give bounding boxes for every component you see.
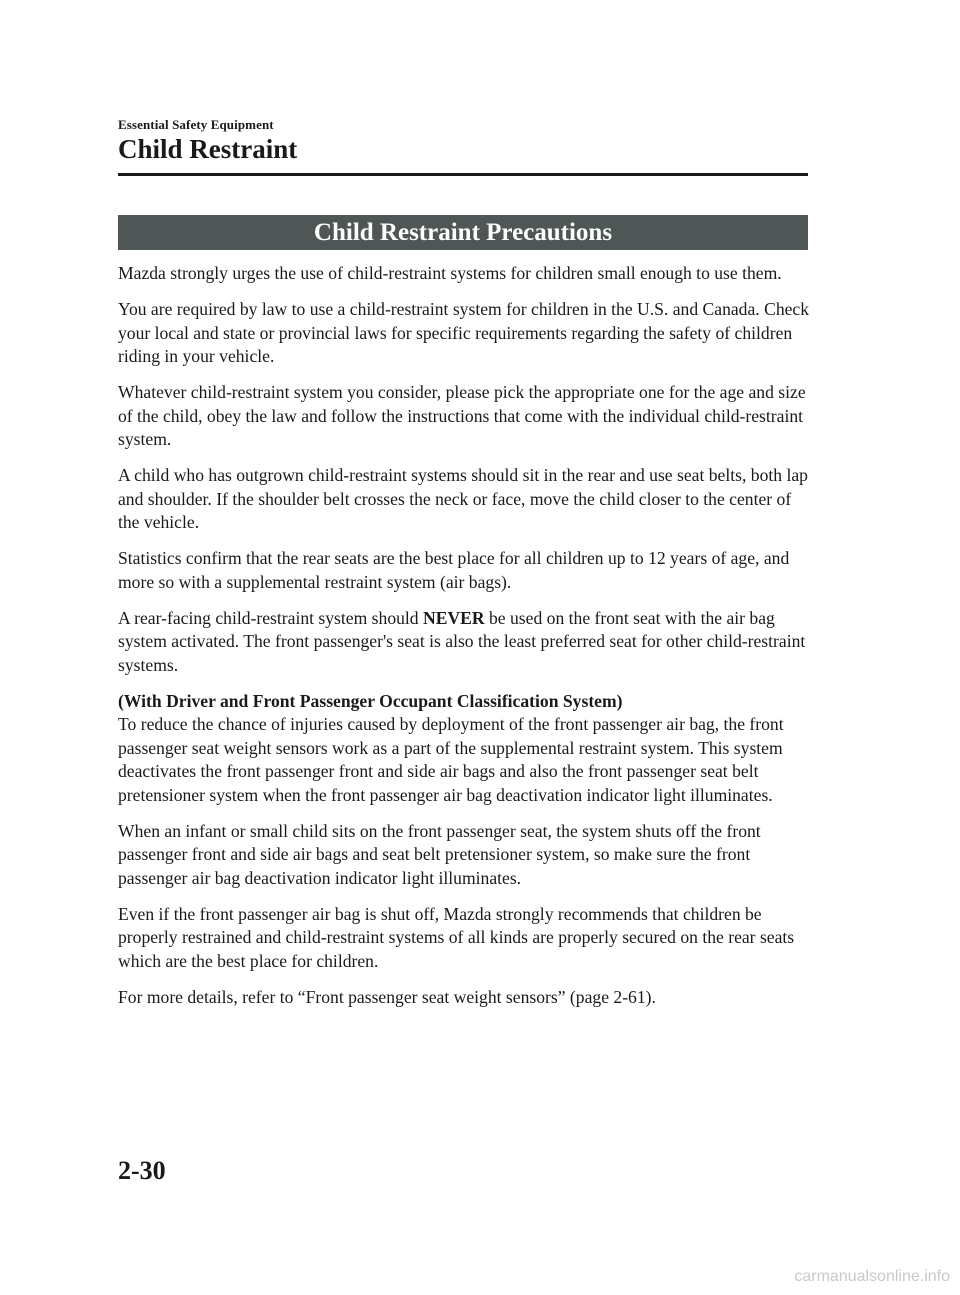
header-rule bbox=[118, 173, 808, 176]
page-number: 2-30 bbox=[118, 1156, 166, 1185]
paragraph-9: Even if the front passenger air bag is shut off, Mazda strongly recommends that children be properly restrained and child-restraint systems of all kinds are properly secured on the rear seats which are the best place for children. bbox=[118, 903, 795, 971]
paragraph-5: Statistics confirm that the rear seats are the best place for all children up to 12 years of age, and more so with a supplemental restraint system (air bags). bbox=[118, 548, 790, 592]
paragraph-7-body: To reduce the chance of injuries caused by deployment of the front passenger air bag, the front passenger seat weight sensors work as a part of the supplemental restraint system. This system deactivates the front passenger front and side air bags and also the front passenger seat belt pretensioner system when the front passenger air bag deactivation indicator light illuminates. bbox=[118, 714, 784, 805]
paragraph-6-lead: A rear-facing child-restraint system should bbox=[118, 607, 424, 628]
watermark: carmanualsonline.info bbox=[794, 1268, 950, 1285]
paragraph-1: Mazda strongly urges the use of child-restraint systems for children small enough to use them. bbox=[118, 263, 782, 283]
content-body bbox=[118, 262, 814, 1022]
section-label: Essential Safety Equipment bbox=[118, 117, 274, 132]
paragraph-8: When an infant or small child sits on the front passenger seat, the system shuts off the front passenger front and side air bags and seat belt pretensioner system, so make sure the front passenger air bag deactivation indicator light illuminates. bbox=[118, 820, 761, 888]
paragraph-3: Whatever child-restraint system you consider, please pick the appropriate one for the age and size of the child, obey the law and follow the instructions that come with the individual child-restraint system. bbox=[118, 382, 806, 449]
occupant-classification-heading: (With Driver and Front Passenger Occupant Classification System) bbox=[118, 690, 623, 711]
paragraph-4: A child who has outgrown child-restraint systems should sit in the rear and use seat belts, both lap and shoulder. If the shoulder belt crosses the neck or face, move the child closer to the center of the vehicle. bbox=[118, 465, 808, 532]
never-emphasis: NEVER bbox=[423, 607, 485, 628]
chapter-title: Child Restraint bbox=[118, 134, 298, 164]
section-title-band: Child Restraint Precautions bbox=[118, 215, 808, 250]
paragraph-7 bbox=[118, 690, 814, 808]
paragraph-6-rest: be used on the front seat with the air bag system activated. The front passenger's seat is also the least preferred seat for other child-restraint systems. bbox=[118, 607, 806, 675]
paragraph-2: You are required by law to use a child-restraint system for children in the U.S. and Canada. Check your local and state or provincial laws for specific requirements regarding the safety of children riding in your vehicle. bbox=[118, 299, 810, 366]
paragraph-6 bbox=[118, 607, 814, 678]
paragraph-10: For more details, refer to “Front passenger seat weight sensors” (page 2-61). bbox=[118, 986, 656, 1007]
